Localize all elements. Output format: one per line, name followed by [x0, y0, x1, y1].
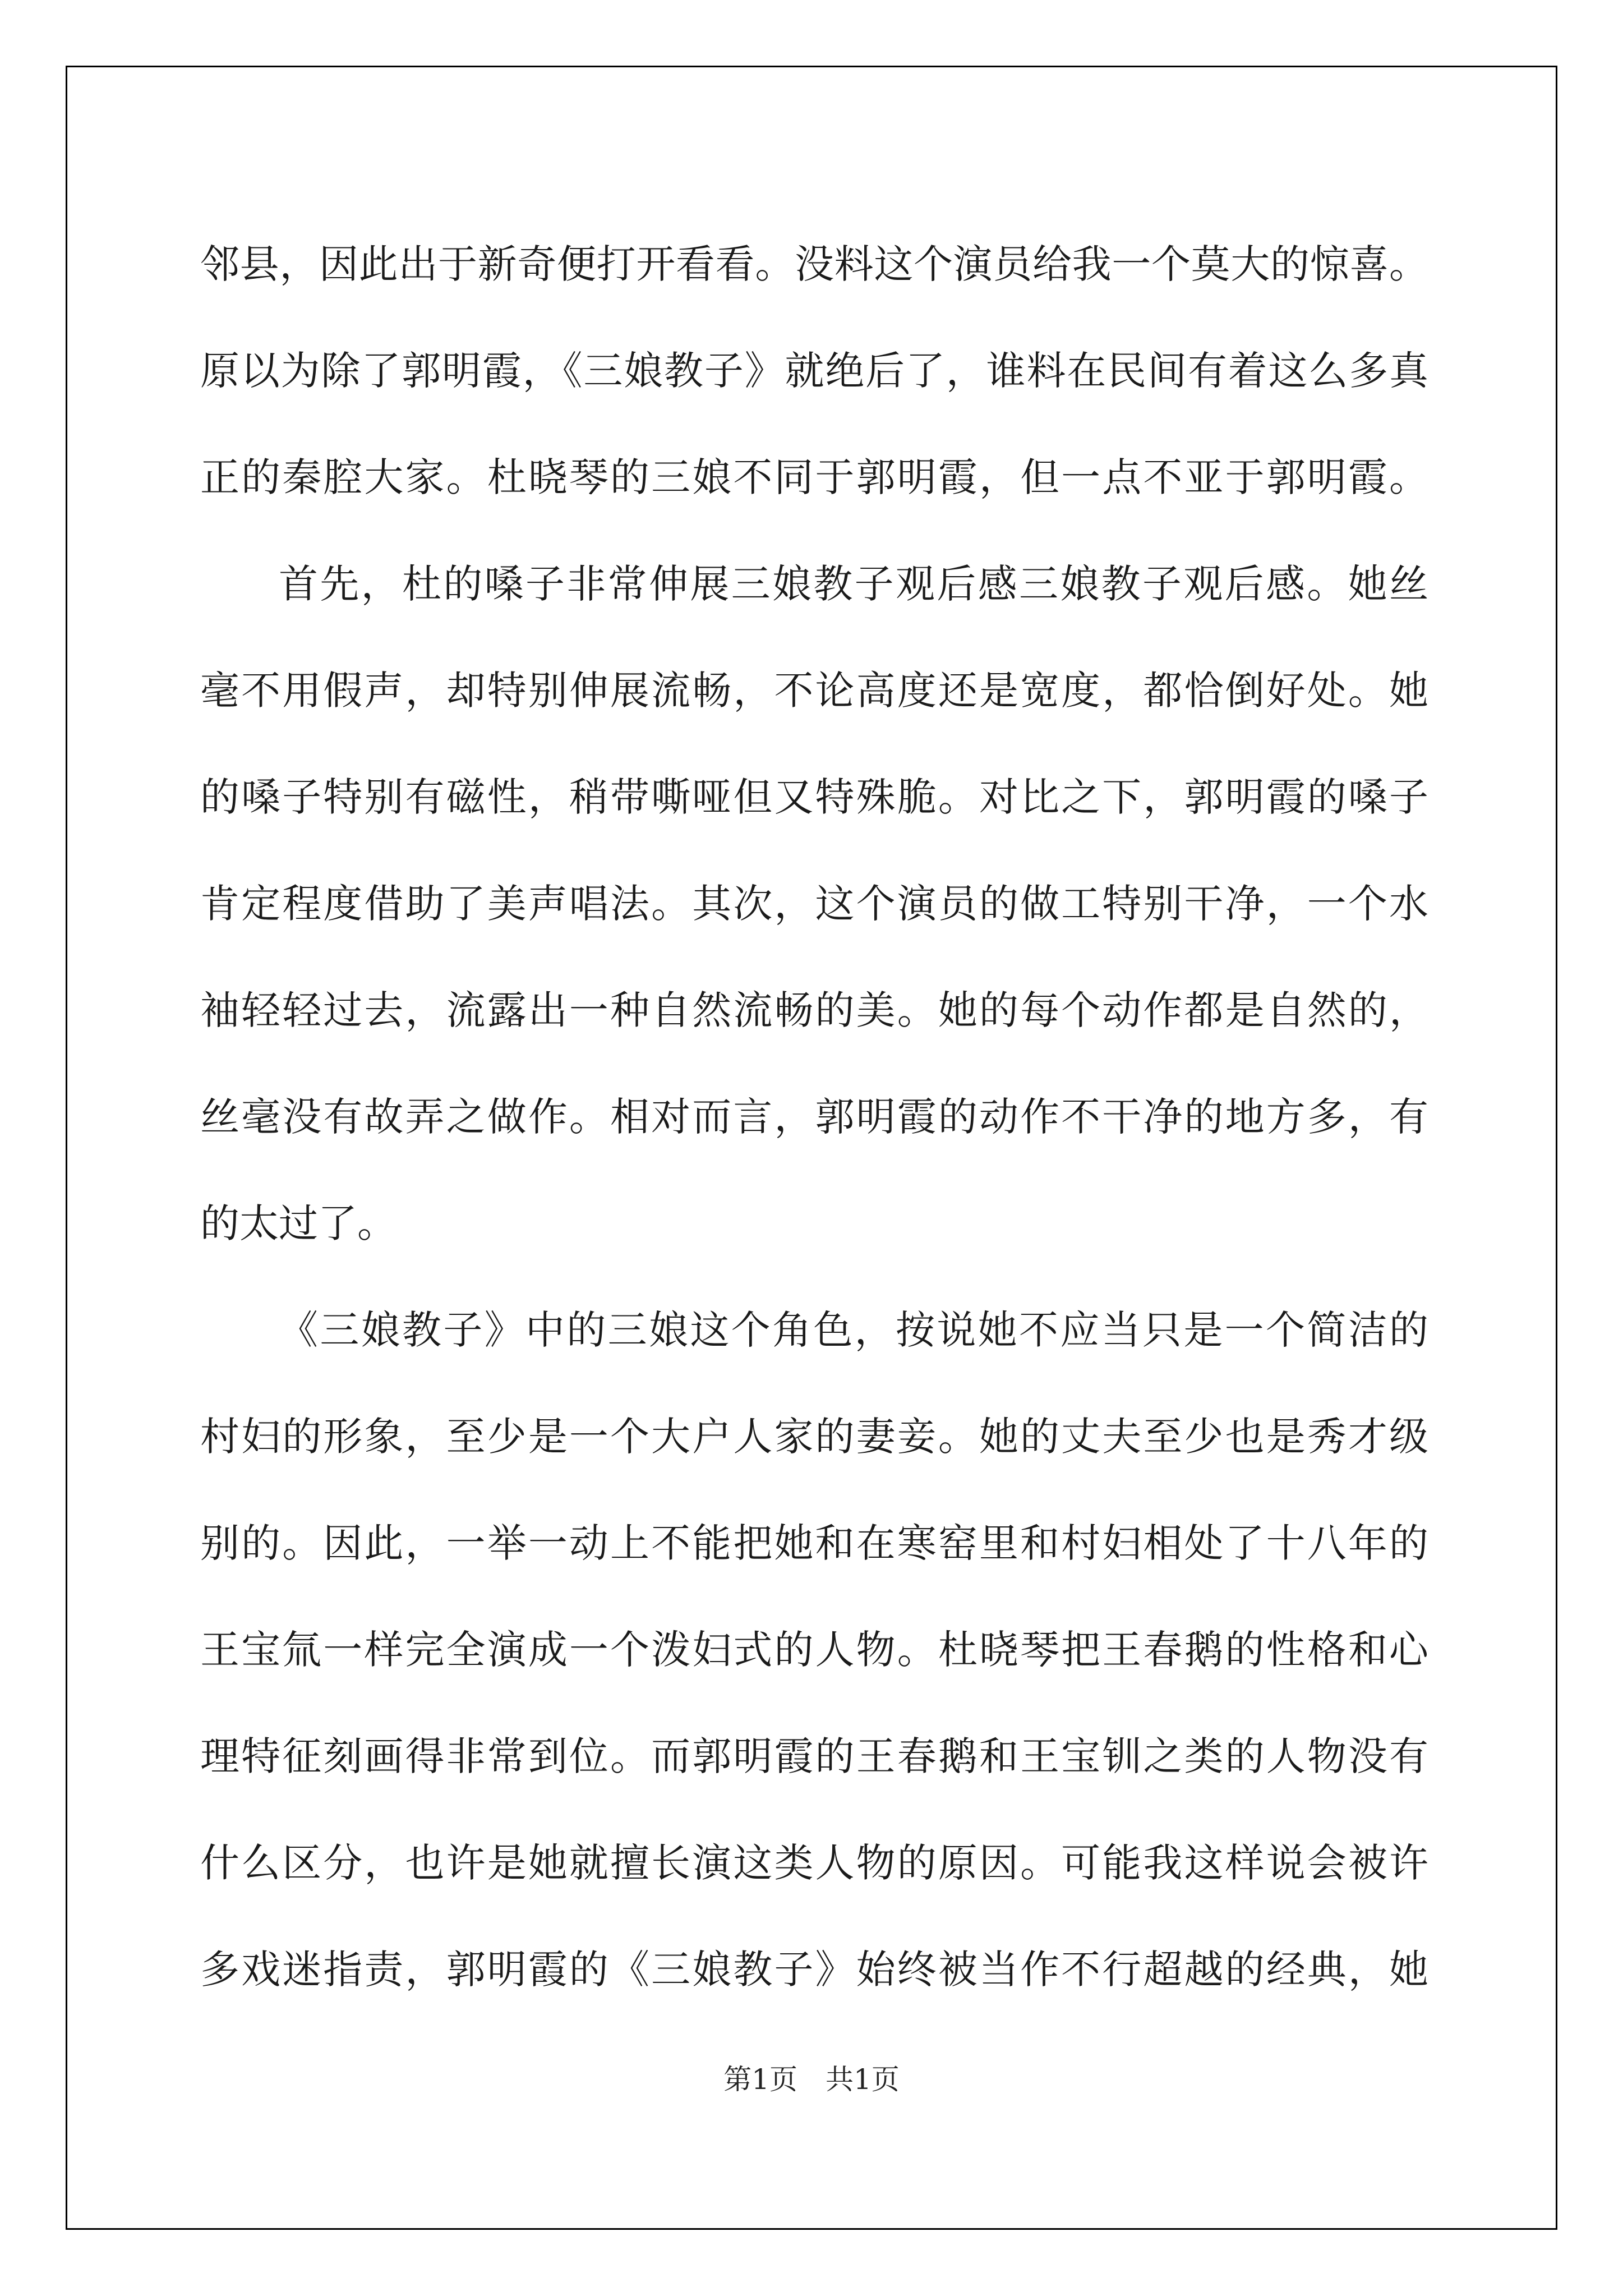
text-line: 袖轻轻过去，流露出一种自然流畅的美。她的每个动作都是自然的，: [200, 987, 1428, 1033]
text-line: 理特征刻画得非常到位。而郭明霞的王春鹅和王宝钏之类的人物没有: [200, 1733, 1428, 1779]
text-line: 毫不用假声，却特别伸展流畅，不论高度还是宽度，都恰倒好处。她: [200, 668, 1428, 714]
text-line: 别的。因此，一举一动上不能把她和在寒窑里和村妇相处了十八年的: [200, 1520, 1428, 1566]
document-body: [200, 211, 1428, 2023]
text-line: 邻县，因此出于新奇便打开看看。没料这个演员给我一个莫大的惊喜。: [200, 241, 1428, 287]
text-line: 丝毫没有故弄之做作。相对而言，郭明霞的动作不干净的地方多，有: [200, 1094, 1428, 1140]
page-number-footer: 第1页 共1页: [723, 2063, 900, 2096]
text-line: 肯定程度借助了美声唱法。其次，这个演员的做工特别干净，一个水: [200, 881, 1428, 927]
text-line: 原以为除了郭明霞，《三娘教子》就绝后了，谁料在民间有着这么多真: [200, 348, 1428, 394]
text-line: 的太过了。: [200, 1200, 396, 1246]
text-line: 正的秦腔大家。杜晓琴的三娘不同于郭明霞，但一点不亚于郭明霞。: [200, 454, 1428, 500]
text-line: 首先，杜的嗓子非常伸展三娘教子观后感三娘教子观后感。她丝: [279, 561, 1428, 607]
text-line: 村妇的形象，至少是一个大户人家的妻妾。她的丈夫至少也是秀才级: [200, 1414, 1428, 1460]
text-line: 什么区分，也许是她就擅长演这类人物的原因。可能我这样说会被许: [200, 1840, 1428, 1886]
text-line: 的嗓子特别有磁性，稍带嘶哑但又特殊脆。对比之下，郭明霞的嗓子: [200, 774, 1428, 820]
text-line: 多戏迷指责，郭明霞的《三娘教子》始终被当作不行超越的经典，她: [200, 1947, 1428, 1993]
text-line: 《三娘教子》中的三娘这个角色，按说她不应当只是一个简洁的: [279, 1307, 1428, 1353]
text-line: 王宝氚一样完全演成一个泼妇式的人物。杜晓琴把王春鹅的性格和心: [200, 1627, 1428, 1673]
